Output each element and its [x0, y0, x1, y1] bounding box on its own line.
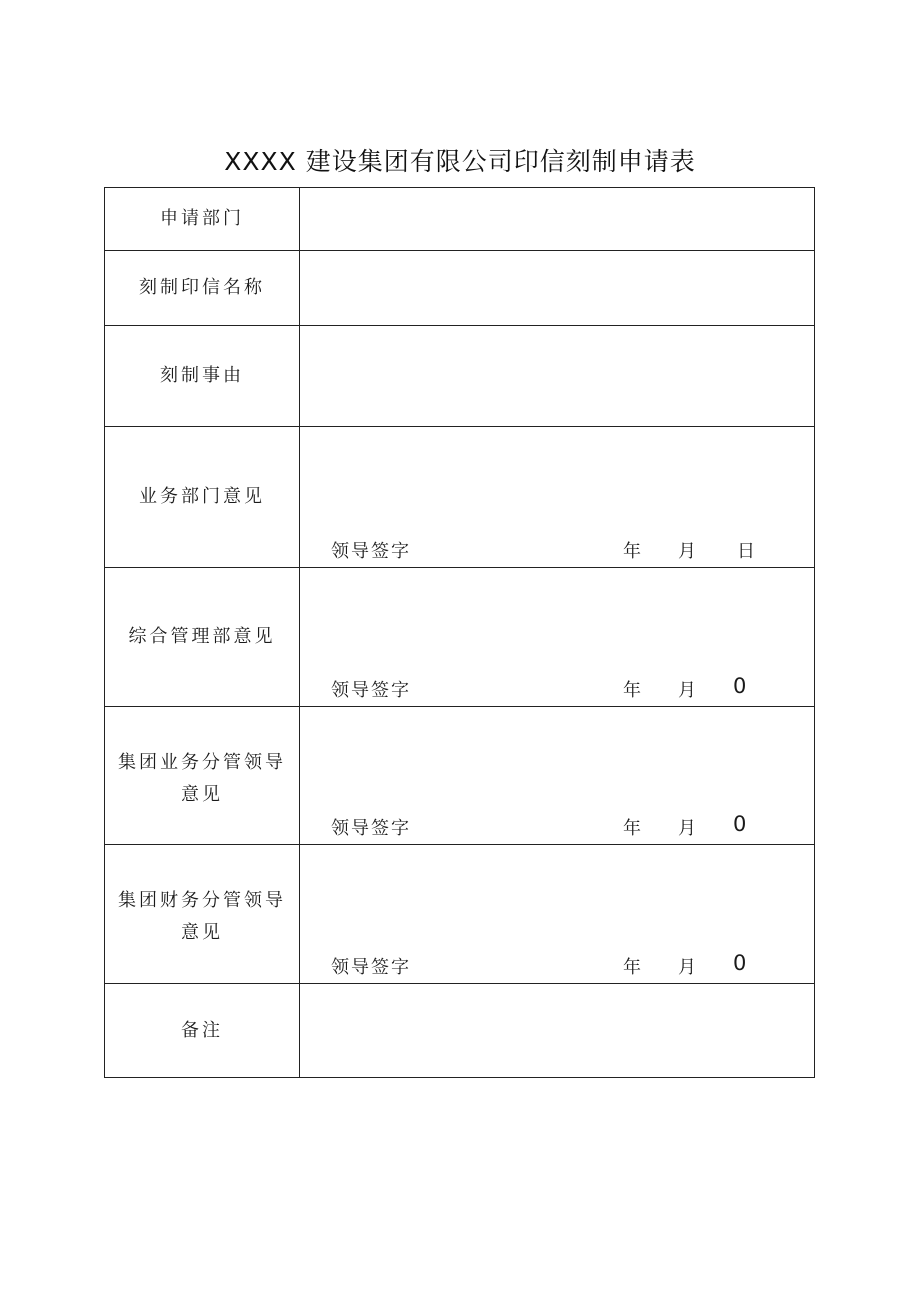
day-label: 0 [733, 674, 747, 698]
field-admin-dept-opinion[interactable] [300, 568, 814, 706]
label-reason: 刻制事由 [105, 326, 300, 426]
row-seal-name [105, 251, 814, 326]
row-admin-dept-opinion [105, 568, 814, 707]
year-label: 年 [623, 680, 641, 701]
row-reason [105, 326, 814, 427]
field-business-dept-opinion[interactable] [300, 427, 814, 567]
field-seal-name[interactable] [300, 251, 814, 325]
month-label: 月 [678, 818, 696, 839]
field-reason[interactable] [300, 326, 814, 426]
label-business-dept-opinion: 业务部门意见 [105, 427, 300, 567]
label-remarks: 备注 [105, 984, 300, 1077]
row-applicant-department [105, 188, 814, 251]
year-label: 年 [623, 957, 641, 978]
label-admin-dept-opinion: 综合管理部意见 [105, 568, 300, 706]
leader-signature-label: 领导签字 [331, 541, 411, 562]
signature-line [300, 676, 814, 704]
signature-line [300, 537, 814, 565]
day-label: 日 [737, 541, 755, 562]
year-label: 年 [623, 541, 641, 562]
leader-signature-label: 领导签字 [331, 818, 411, 839]
row-group-business-leader-opinion [105, 707, 814, 845]
label-group-finance-leader-opinion: 集团财务分管领导意见 [105, 845, 300, 983]
form-title: XXXX 建设集团有限公司印信刻制申请表 [224, 147, 696, 176]
month-label: 月 [678, 680, 696, 701]
application-form-table [104, 187, 815, 1078]
row-remarks [105, 984, 814, 1077]
label-seal-name: 刻制印信名称 [105, 251, 300, 325]
month-label: 月 [678, 957, 696, 978]
field-remarks[interactable] [300, 984, 814, 1077]
label-applicant-department: 申请部门 [105, 188, 300, 250]
leader-signature-label: 领导签字 [331, 957, 411, 978]
label-group-business-leader-opinion: 集团业务分管领导意见 [105, 707, 300, 844]
year-label: 年 [623, 818, 641, 839]
signature-line [300, 953, 814, 981]
field-applicant-department[interactable] [300, 188, 814, 250]
month-label: 月 [678, 541, 696, 562]
leader-signature-label: 领导签字 [331, 680, 411, 701]
row-group-finance-leader-opinion [105, 845, 814, 984]
row-business-dept-opinion [105, 427, 814, 568]
field-group-finance-leader-opinion[interactable] [300, 845, 814, 983]
day-label: 0 [733, 951, 747, 975]
day-label: 0 [733, 812, 747, 836]
field-group-business-leader-opinion[interactable] [300, 707, 814, 844]
signature-line [300, 814, 814, 842]
